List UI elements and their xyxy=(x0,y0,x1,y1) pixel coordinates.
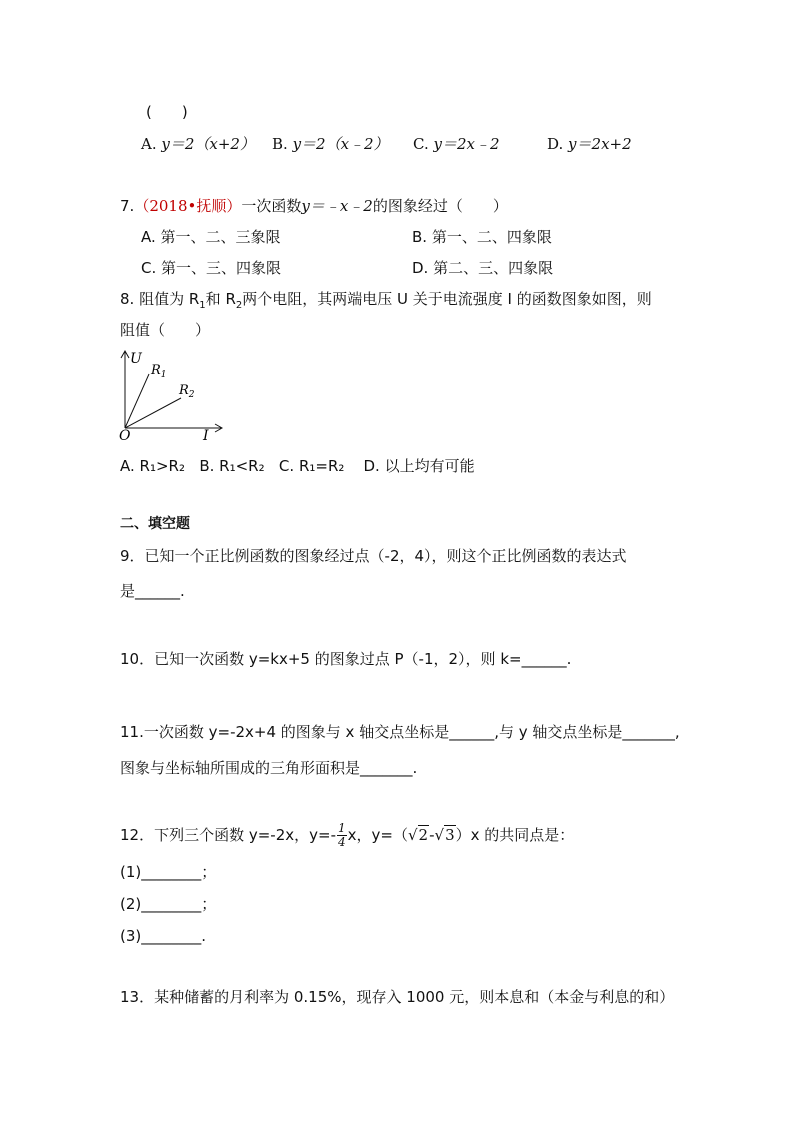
origin-label: O xyxy=(119,428,131,444)
q6-options xyxy=(141,134,255,154)
fraction-one-quarter: $\frac{1}{4}$ xyxy=(338,821,346,849)
q6-paren: ( ) xyxy=(146,103,188,121)
section-title: 二、填空题 xyxy=(120,516,190,532)
q7-source: （2018•抚顺） xyxy=(134,197,242,215)
q7-expr: y＝﹣x﹣2 xyxy=(301,197,373,215)
q8-options: A. R₁>R₂ B. R₁<R₂ C. R₁=R₂ D. 以上均有可能 xyxy=(120,457,475,475)
axis-label-i: I xyxy=(203,428,209,444)
q8-figure xyxy=(115,348,235,448)
q7-option-b: B. 第一、二、四象限 xyxy=(412,228,552,246)
q12-blank-1: (1)________； xyxy=(120,863,217,881)
q7-option-a: A. 第一、二、三象限 xyxy=(141,228,281,246)
q12-stem: 12．下列三个函数 y=-2x，y=- $\frac{1}{4}$ x，y=（√2-√3）x 的共同点是： xyxy=(120,821,575,849)
q13-text: 13．某种储蓄的月利率为 0.15%，现存入 1000 元，则本息和（本金与利息的和） xyxy=(120,988,675,1006)
line-r2 xyxy=(125,398,181,428)
q9-line2: 是______. xyxy=(120,582,185,600)
q7-option-d: D. 第二、三、四象限 xyxy=(412,259,554,277)
q11-line1: 11.一次函数 y=-2x+4 的图象与 x 轴交点坐标是______,与 y 轴交点坐标是_______, xyxy=(120,723,680,741)
q6-option-a: A. y＝2（x+2） xyxy=(141,135,255,153)
q7-number: 7. xyxy=(120,197,135,215)
q8-stem-line2: 阻值（ ） xyxy=(120,321,211,339)
q7-stem xyxy=(120,196,508,216)
q7-stem-after: 的图象经过（ ） xyxy=(372,197,508,215)
q12-blank-2: (2)________； xyxy=(120,895,217,913)
q6-option-d: D. y＝2x+2 xyxy=(547,135,632,153)
q7-option-c: C. 第一、三、四象限 xyxy=(141,259,282,277)
sqrt-2: √2 xyxy=(407,826,429,844)
sqrt-3: √3 xyxy=(434,826,455,844)
q8-stem: 8. 阻值为 $R_1$和 $R_2$两个电阻，其两端电压 U 关于电流强度 I 的函数图象如图，则 xyxy=(120,290,652,311)
axis-label-u: U xyxy=(130,351,142,367)
line-r1 xyxy=(125,374,149,428)
label-r2: $R_2$ xyxy=(179,383,195,400)
q7-stem-before: 一次函数 xyxy=(241,197,302,215)
q12-blank-3: (3)________. xyxy=(120,927,207,945)
q11-line2: 图象与坐标轴所围成的三角形面积是_______. xyxy=(120,759,418,777)
q10-text: 10．已知一次函数 y=kx+5 的图象过点 P（-1，2），则 k=______. xyxy=(120,650,572,668)
q9-line1: 9．已知一个正比例函数的图象经过点（-2，4），则这个正比例函数的表达式 xyxy=(120,547,627,565)
label-r1: $R_1$ xyxy=(151,363,167,380)
q6-option-c: C. y＝2x﹣2 xyxy=(413,135,500,153)
q6-option-b: B. y＝2（x﹣2） xyxy=(272,135,389,153)
